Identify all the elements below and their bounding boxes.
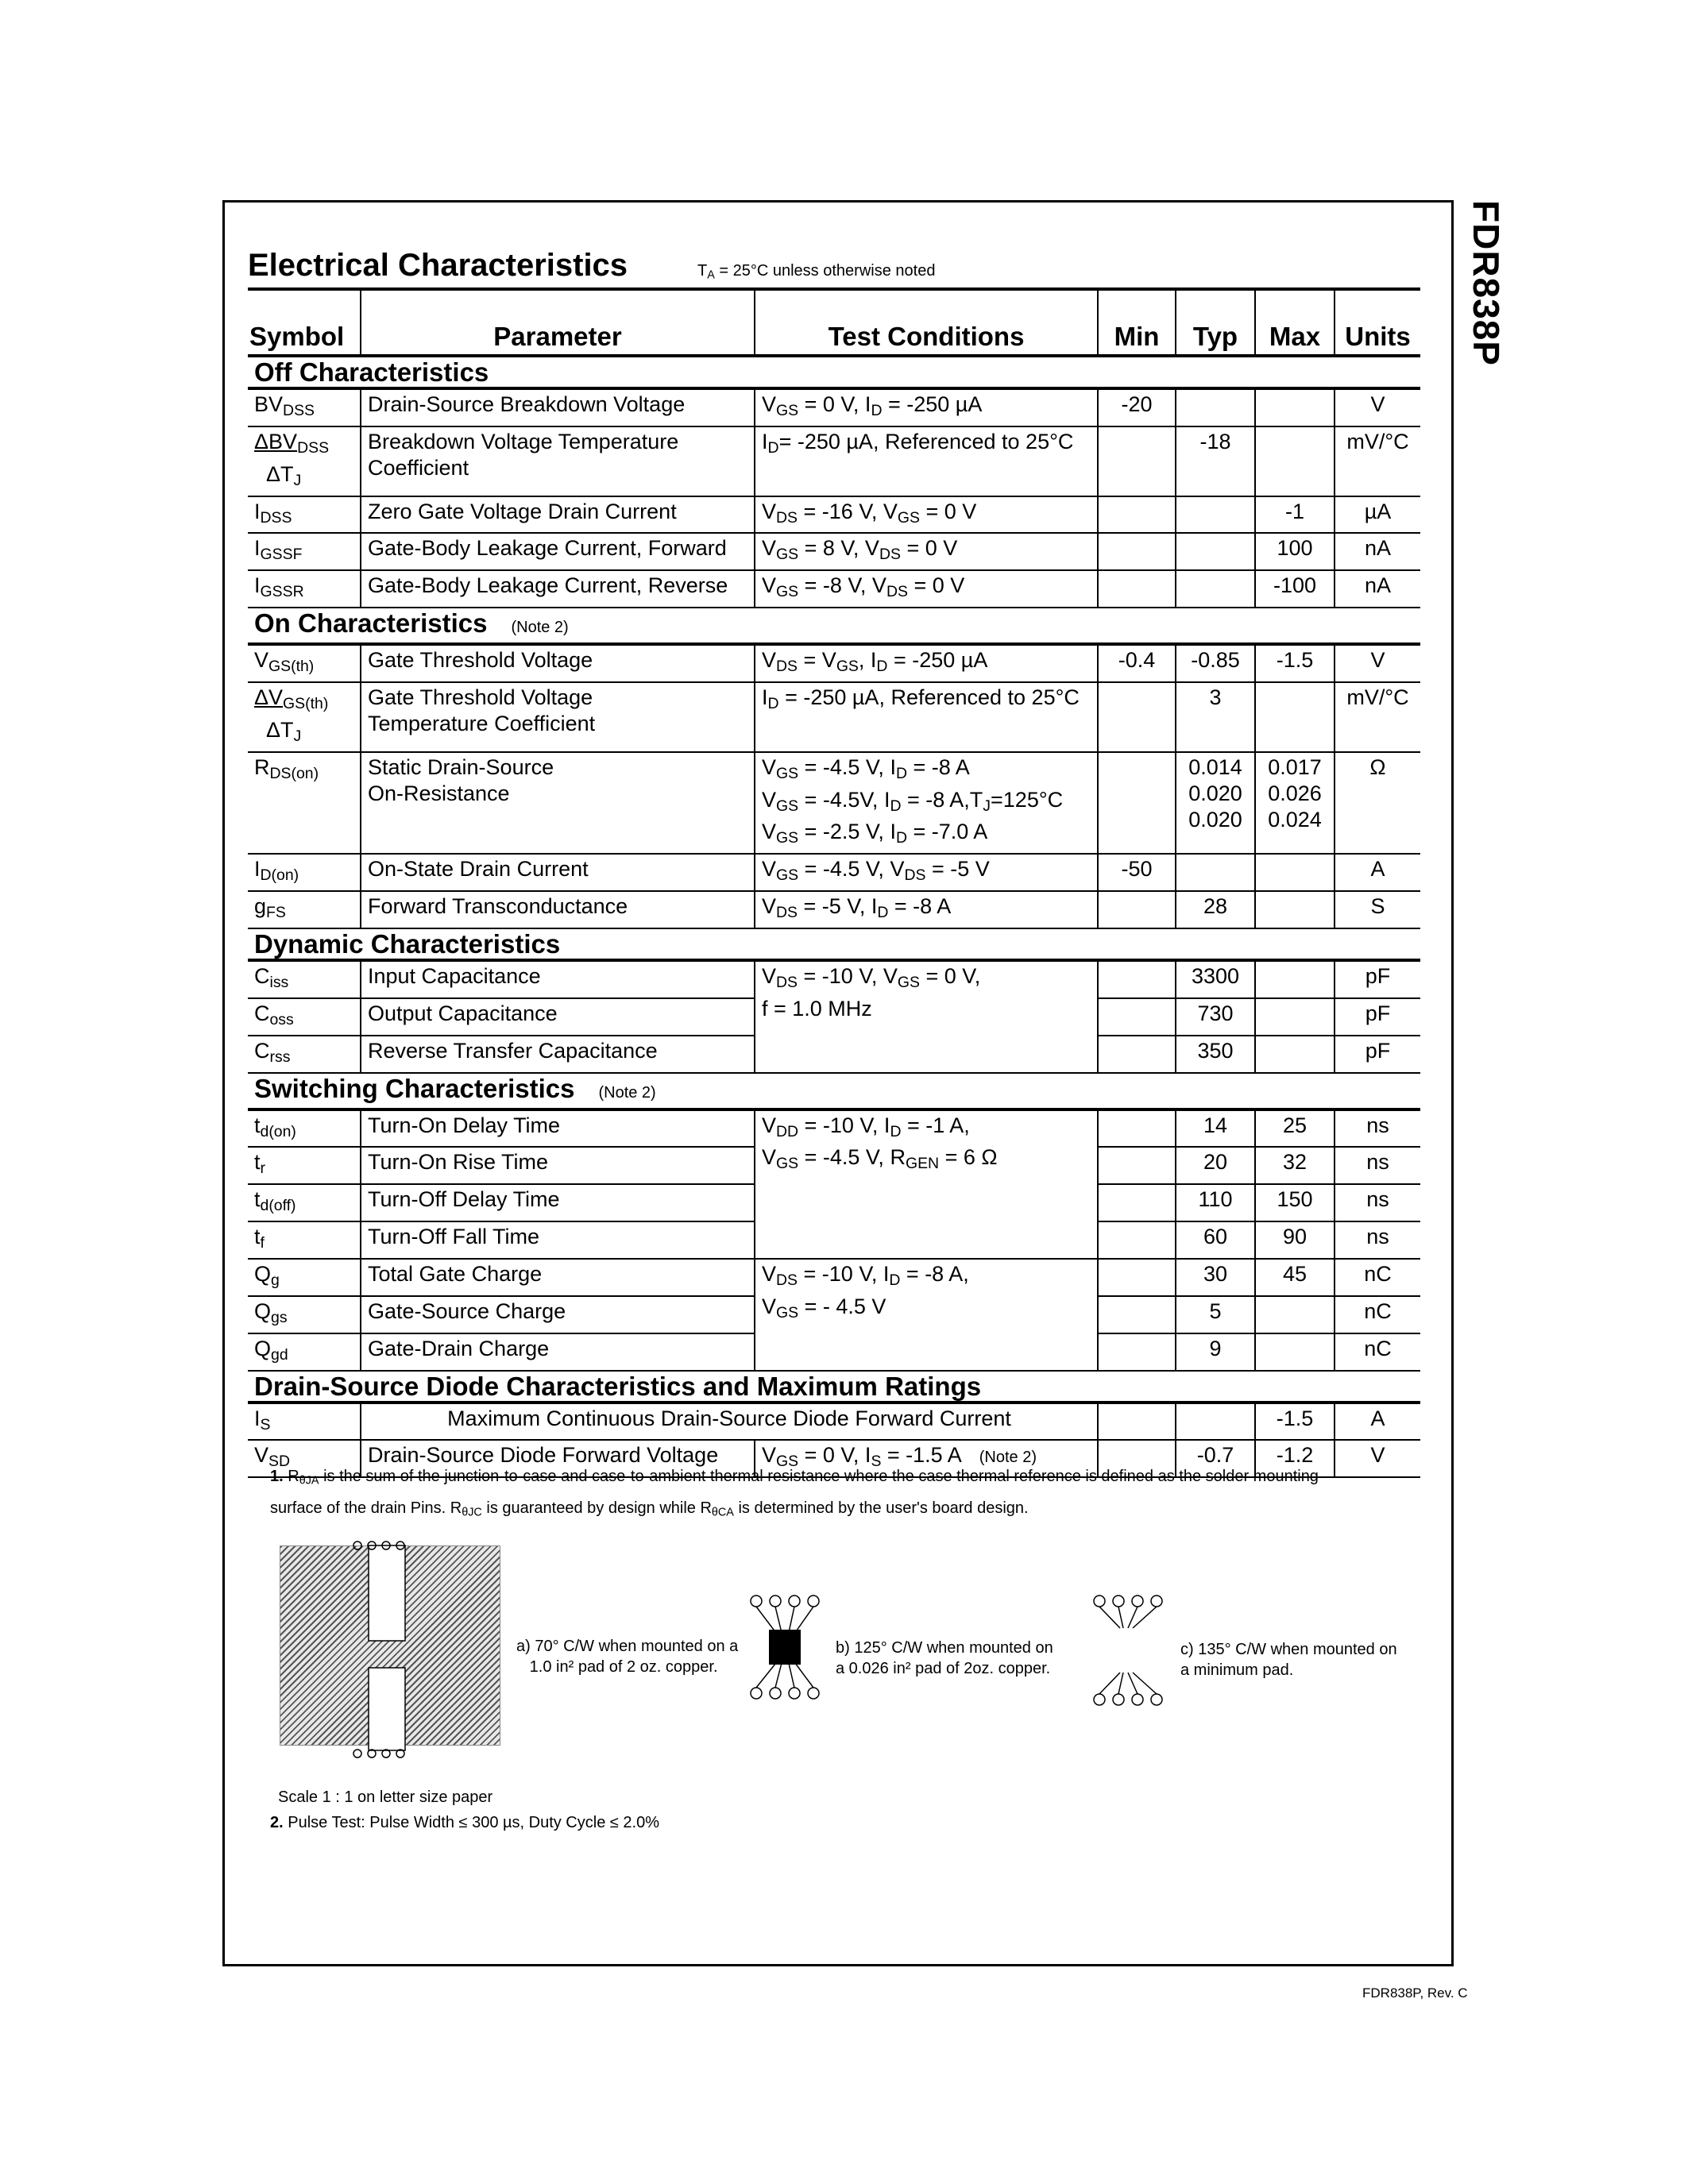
table-row: $I_{GSSR}$ Gate-Body Leakage Current, Reverse $V_{GS} = -8$ V, $V_{DS} = 0$ V -100 nA	[248, 570, 1420, 608]
table-row: $C_{rss}$ Reverse Transfer Capacitance 350 pF	[248, 1036, 1420, 1073]
table-row: $t_r$ Turn-On Rise Time 20 32 ns	[248, 1147, 1420, 1184]
col-test-conditions: Test Conditions	[755, 289, 1098, 356]
caption-b: b) 125° C/W when mounted on a 0.026 in² pad of 2oz. copper.	[836, 1639, 1053, 1677]
thermal-mounting-figure	[270, 1541, 1414, 1779]
revision-label: FDR838P, Rev. C	[1362, 1985, 1468, 2001]
col-units: Units	[1335, 289, 1420, 356]
table-row: $V_{GS(th)}$ Gate Threshold Voltage $V_{DS} = V_{GS}$, $I_D = -250$ µA -0.4 -0.85 -1.5 V	[248, 644, 1420, 682]
table-row: $C_{iss}$ Input Capacitance $V_{DS} = -10$ V, $V_{GS} = 0$ V, f = 1.0 MHz 3300 pF	[248, 960, 1420, 998]
table-row: $\Delta V_{GS(th)}$ $\Delta T_J$ Gate Threshold Voltage Temperature Coefficient $I_D = -250$ µA, Referenced to 25°C 3 mV/°C	[248, 682, 1420, 752]
table-row: $t_{d(off)}$ Turn-Off Delay Time 110 150 ns	[248, 1184, 1420, 1221]
electrical-characteristics-table	[248, 287, 1420, 1478]
col-parameter: Parameter	[361, 289, 755, 356]
table-row: $I_{GSSF}$ Gate-Body Leakage Current, Forward $V_{GS} = 8$ V, $V_{DS} = 0$ V 100 nA	[248, 533, 1420, 570]
section-header: Dynamic Characteristics	[248, 928, 1420, 960]
part-number-vertical: FDR838P	[1466, 200, 1507, 366]
table-row: $Q_g$ Total Gate Charge $V_{DS} = -10$ V, $I_D = -8$ A, $V_{GS}$ = - 4.5 V 30 45 nC	[248, 1259, 1420, 1296]
page-title: Electrical Characteristics	[248, 248, 628, 283]
table-row: $BV_{DSS}$ Drain-Source Breakdown Voltage $V_{GS} = 0$ V, $I_D = -250$ µA -20 V	[248, 388, 1420, 426]
table-header-row	[248, 289, 1420, 356]
section-header: Switching Characteristics (Note 2)	[248, 1073, 1420, 1109]
table-row: $Q_{gs}$ Gate-Source Charge 5 nC	[248, 1296, 1420, 1333]
test-conditions-note: $T_A = 25^\circ C$ unless otherwise noted	[697, 262, 936, 282]
table-row: $C_{oss}$ Output Capacitance 730 pF	[248, 998, 1420, 1036]
footnote-1: 1. $R_{\theta JA}$ is the sum of the junction-to-case and case-to-ambient thermal resistance where the case thermal reference is defined as the solder mounting surface of the drain Pins. $R_{\theta JC}$ is guaranteed by design while $R_{\theta CA}$ is determined by the user's board design.	[270, 1468, 1319, 1519]
table-row: $t_f$ Turn-Off Fall Time 60 90 ns	[248, 1221, 1420, 1259]
col-min: Min	[1098, 289, 1176, 356]
footprint-c	[1094, 1596, 1162, 1705]
table-row: $I_S$ Maximum Continuous Drain-Source Diode Forward Current -1.5 A	[248, 1403, 1420, 1441]
table-row: $t_{d(on)}$ Turn-On Delay Time $V_{DD} = -10$ V, $I_D = -1$ A, $V_{GS} = -4.5$ V, $R_{GEN} = 6$ Ω 14 25 ns	[248, 1109, 1420, 1148]
table-row: $g_{FS}$ Forward Transconductance $V_{DS} = -5$ V, $I_D = -8$ A 28 S	[248, 891, 1420, 928]
table-row: $Q_{gd}$ Gate-Drain Charge 9 nC	[248, 1333, 1420, 1371]
caption-a: a) 70° C/W when mounted on a 1.0 in² pad of 2 oz. copper.	[516, 1638, 739, 1676]
caption-c: c) 135° C/W when mounted on a minimum pad.	[1180, 1641, 1397, 1679]
section-header: On Characteristics (Note 2)	[248, 608, 1420, 644]
footnote-2: 2. Pulse Test: Pulse Width ≤ 300 µs, Duty Cycle ≤ 2.0%	[270, 1814, 659, 1831]
table-row: $R_{DS(on)}$ Static Drain-Source On-Resistance $V_{GS} = -4.5$ V, $I_D = -8$ A $V_{GS} = -4.5V$, $I_D = -8$ $A,T_J=125^\circ C$ $V_{GS} = -2.5$ V, $I_D = -7.0$ A 0.014 0.020 0.020 0.017 0.026 0.024 Ω	[248, 752, 1420, 855]
col-max: Max	[1255, 289, 1335, 356]
col-typ: Typ	[1176, 289, 1255, 356]
section-header: Drain-Source Diode Characteristics and Maximum Ratings	[248, 1371, 1420, 1403]
scale-note: Scale 1 : 1 on letter size paper	[278, 1788, 493, 1806]
table-row: $V_{SD}$ Drain-Source Diode Forward Voltage $V_{GS} = 0$ V, $I_S = -1.5$ A (Note 2) -0.7 -1.2 V	[248, 1440, 1420, 1477]
table-row: $\Delta BV_{DSS}$ $\Delta T_J$ Breakdown Voltage Temperature Coefficient $I_D= -250$ µA, Referenced to 25°C -18 mV/°C	[248, 426, 1420, 496]
col-symbol: Symbol	[248, 289, 361, 356]
section-header: Off Characteristics	[248, 356, 1420, 388]
table-row: $I_{D(on)}$ On-State Drain Current $V_{GS} = -4.5$ V, $V_{DS} = -5$ V -50 A	[248, 854, 1420, 891]
table-row: $I_{DSS}$ Zero Gate Voltage Drain Current $V_{DS} = -16$ V, $V_{GS} = 0$ V -1 µA	[248, 496, 1420, 534]
